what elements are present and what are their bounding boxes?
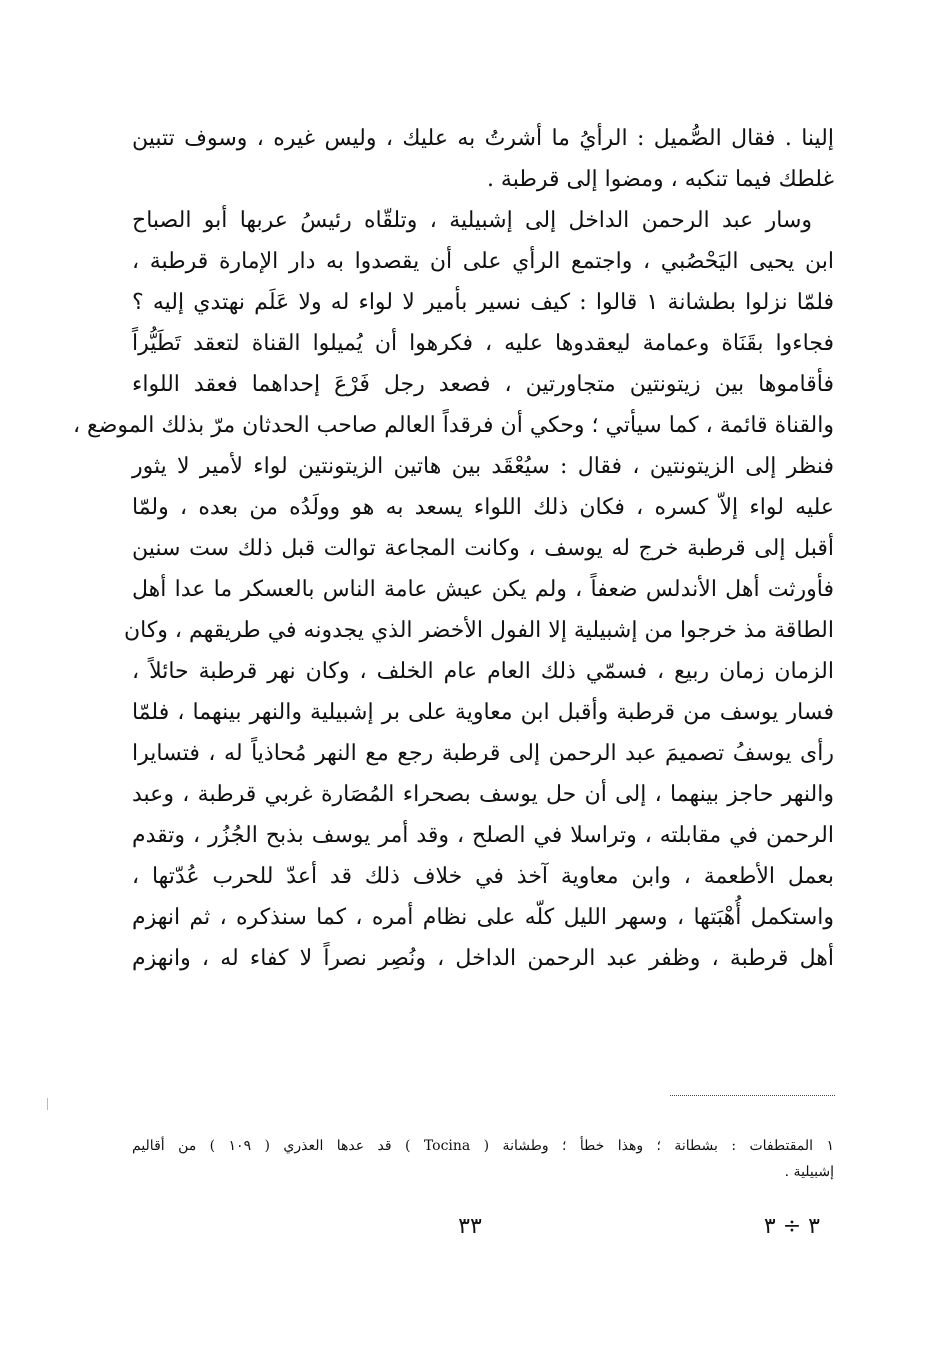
text-line: فأقاموها بين زيتونتين متجاورتين ، فصعد رجل فَرْعَ إحداهما فعقد اللواء bbox=[132, 372, 834, 397]
footnote-line: إشبيلية . bbox=[784, 1164, 834, 1180]
text-line: وسار عبد الرحمن الداخل إلى إشبيلية ، وتلقّاه رئيسُ عربها أبو الصباح bbox=[132, 208, 812, 233]
text-line: واستكمل أُهْبَتها ، وسهر الليل كلّه على نظام أمره ، كما سنذكره ، ثم انهزم bbox=[132, 905, 834, 930]
footnote-block bbox=[132, 1133, 834, 1185]
text-line: فلمّا نزلوا بطشانة ١ قالوا : كيف نسير بأمير لا لواء له ولا عَلَم نهتدي إليه ؟ bbox=[132, 290, 835, 315]
text-line: والنهر حاجز بينهما ، إلى أن حل يوسف بصحراء المُصَارة غربي قرطبة ، وعبد bbox=[132, 782, 834, 807]
footnote-separator bbox=[670, 1095, 835, 1096]
text-line: رأى يوسفُ تصميمَ عبد الرحمن إلى قرطبة رجع مع النهر مُحاذياً له ، فتسايرا bbox=[132, 741, 834, 766]
margin-mark bbox=[47, 1098, 48, 1110]
signature-mark: ٣ ÷ ٣ bbox=[763, 1214, 820, 1239]
text-line: والقناة قائمة ، كما سيأتي ؛ وحكي أن فرقداً العالم صاحب الحدثان مرّ بذلك الموضع ، bbox=[72, 413, 834, 438]
main-text-block bbox=[72, 118, 835, 979]
text-line: أهل قرطبة ، وظفر عبد الرحمن الداخل ، ونُصِر نصراً لا كفاء له ، وانهزم bbox=[132, 946, 834, 971]
text-line: عليه لواء إلاّ كسره ، فكان ذلك اللواء يسعد به هو وولَدُه من بعده ، ولمّا bbox=[132, 495, 834, 520]
footnote-line: ١ المقتطفات : بشطانة ؛ وهذا خطأ ؛ وطشانة ( Tocina ) قد عدها العذري ( ١٠٩ ) من أقاليم bbox=[132, 1138, 834, 1154]
text-line: فنظر إلى الزيتونتين ، فقال : سيُعْقَد بين هاتين الزيتونتين لواء لأمير لا يثور bbox=[132, 454, 834, 479]
page-number: ٣٣ bbox=[458, 1214, 482, 1239]
text-line: فجاءوا بقَنَاة وعمامة ليعقدوها عليه ، فكرهوا أن يُميلوا القناة لتعقد تَطَيُّراً bbox=[132, 331, 834, 356]
text-line: فأورثت أهل الأندلس ضعفاً ، ولم يكن عيش عامة الناس بالعسكر ما عدا أهل bbox=[132, 577, 834, 602]
text-line: ابن يحيى اليَحْصُبي ، واجتمع الرأي على أن يقصدوا به دار الإمارة قرطبة ، bbox=[132, 249, 834, 274]
text-line: بعمل الأطعمة ، وابن معاوية آخذ في خلاف ذلك قد أعدّ للحرب عُدّتها ، bbox=[132, 864, 834, 889]
text-line: الطاقة مذ خرجوا من إشبيلية إلا الفول الأخضر الذي يجدونه في طريقهم ، وكان bbox=[123, 618, 834, 643]
text-line: الرحمن في مقابلته ، وتراسلا في الصلح ، وقد أمر يوسف بذبح الجُزُر ، وتقدم bbox=[132, 823, 834, 848]
text-line: إلينا . فقال الصُّميل : الرأيُ ما أشرتُ به عليك ، وليس غيره ، وسوف تتبين bbox=[132, 126, 834, 151]
text-line: فسار يوسف من قرطبة وأقبل ابن معاوية على بر إشبيلية والنهر بينهما ، فلمّا bbox=[132, 700, 834, 725]
text-line: غلطك فيما تنكبه ، ومضوا إلى قرطبة . bbox=[486, 167, 834, 192]
text-line: أقبل إلى قرطبة خرج له يوسف ، وكانت المجاعة توالت قبل ذلك ست سنين bbox=[132, 536, 835, 561]
text-line: الزمان زمان ربيع ، فسمّي ذلك العام عام الخلف ، وكان نهر قرطبة حائلاً ، bbox=[132, 659, 834, 684]
